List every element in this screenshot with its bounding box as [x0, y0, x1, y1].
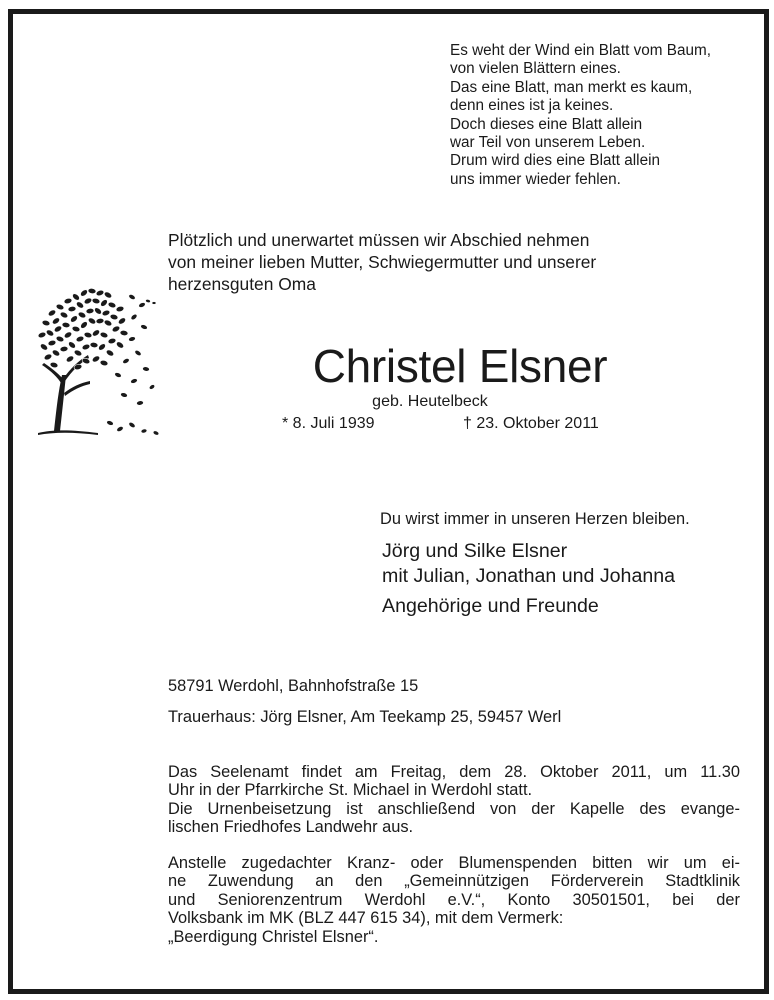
paragraph-line: Die Urnenbeisetzung ist anschließend von der Kapelle des evange- [168, 799, 740, 818]
paragraph-line: Uhr in der Pfarrkirche St. Michael in Werdohl statt. [168, 781, 533, 800]
paragraph-line: lischen Friedhofes Landwehr aus. [168, 818, 414, 837]
poem-line: Drum wird dies eine Blatt allein [450, 152, 660, 170]
paragraph-line: Das Seelenamt findet am Freitag, dem 28. Oktober 2011, um 11.30 [168, 763, 740, 781]
death-date: † 23. Oktober 2011 [463, 415, 599, 432]
birth-name: geb. Heutelbeck [372, 393, 488, 410]
paragraph-line: „Beerdigung Christel Elsner“. [168, 927, 379, 946]
house-of-mourning: Trauerhaus: Jörg Elsner, Am Teekamp 25, 59457 Werl [168, 708, 562, 726]
poem-line: von vielen Blättern eines. [450, 60, 621, 78]
intro-line: Plötzlich und unerwartet müssen wir Abschied nehmen [168, 230, 590, 250]
mourner-line: mit Julian, Jonathan und Johanna [382, 565, 676, 587]
donation-paragraph [168, 854, 740, 946]
paragraph-line: und Seniorenzentrum Werdohl e.V.“, Konto 30501501, bei der [168, 890, 740, 909]
poem-line: denn eines ist ja keines. [450, 97, 614, 115]
poem-line: Es weht der Wind ein Blatt vom Baum, [450, 42, 712, 59]
poem-line: uns immer wieder fehlen. [450, 170, 621, 188]
tree-with-falling-leaves-icon [34, 283, 162, 441]
poem [450, 42, 750, 189]
birth-date: * 8. Juli 1939 [282, 415, 375, 432]
deceased-name: Christel Elsner [312, 340, 608, 392]
mourner-line: Angehörige und Freunde [382, 595, 599, 617]
intro-line: von meiner lieben Mutter, Schwiegermutter und unserer [168, 252, 597, 272]
poem-line: Das eine Blatt, man merkt es kaum, [450, 78, 693, 96]
paragraph-line: Anstelle zugedachter Kranz- oder Blumenspenden bitten wir um ei- [168, 854, 740, 872]
mourner-line: Jörg und Silke Elsner [382, 540, 568, 562]
address: 58791 Werdohl, Bahnhofstraße 15 [168, 677, 419, 695]
paragraph-line: ne Zuwendung an den „Gemeinnützigen Förderverein Stadtklinik [168, 872, 740, 891]
funeral-info-paragraph [168, 763, 740, 837]
motto: Du wirst immer in unseren Herzen bleiben. [380, 510, 690, 528]
poem-line: war Teil von unserem Leben. [450, 134, 646, 152]
intro-text [168, 229, 728, 295]
paragraph-line: Volksbank im MK (BLZ 447 615 34), mit dem Vermerk: [168, 909, 564, 928]
intro-line: herzensguten Oma [168, 274, 316, 294]
poem-line: Doch dieses eine Blatt allein [450, 115, 643, 133]
mourners [382, 539, 675, 619]
